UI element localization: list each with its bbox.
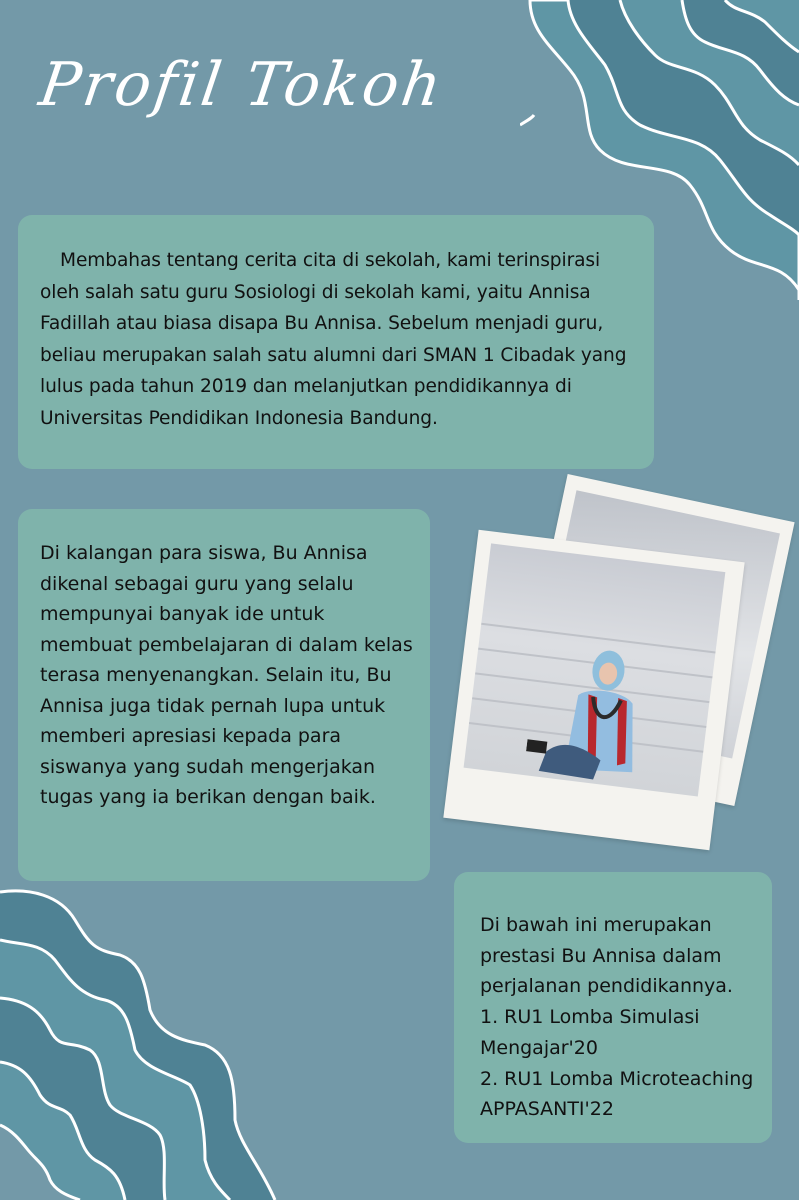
intro-card: [18, 215, 654, 469]
achievement-item: 2. RU1 Lomba Microteaching APPASANTI'22: [480, 1067, 754, 1121]
page-title: Profil Tokoh: [35, 50, 449, 120]
description-card: [18, 509, 430, 881]
achievements-intro: Di bawah ini merupakan prestasi Bu Annisa dalam perjalanan pendidikannya.: [480, 914, 733, 998]
photo-image: [464, 543, 726, 796]
polaroid-photo-front: [443, 530, 744, 850]
person-figure: [523, 640, 679, 792]
photo-collage: [440, 485, 790, 855]
achievements-card: [454, 872, 772, 1143]
wave-decoration-bottom-left: [0, 870, 300, 1200]
intro-text: Membahas tentang cerita cita di sekolah, kami terinspirasi oleh salah satu guru Sosiologi di sekolah kami, yaitu Annisa Fadillah atau biasa disapa Bu Annisa. Sebelum menjadi guru, beliau merupakan salah satu alumni dari SMAN 1 Cibadak yang lulus pada tahun 2019 dan melanjutkan pendidikannya di Universitas Pendidikan Indonesia Bandung.: [40, 250, 627, 429]
achievement-item: 1. RU1 Lomba Simulasi Mengajar'20: [480, 1006, 700, 1059]
description-text: Di kalangan para siswa, Bu Annisa dikenal sebagai guru yang selalu mempunyai banyak ide untuk membuat pembelajaran di dalam kelas terasa menyenangkan. Selain itu, Bu Annisa juga tidak pernah lupa untuk memberi apresiasi kepada para siswanya yang sudah mengerjakan tugas yang ia berikan dengan baik.: [40, 542, 413, 808]
